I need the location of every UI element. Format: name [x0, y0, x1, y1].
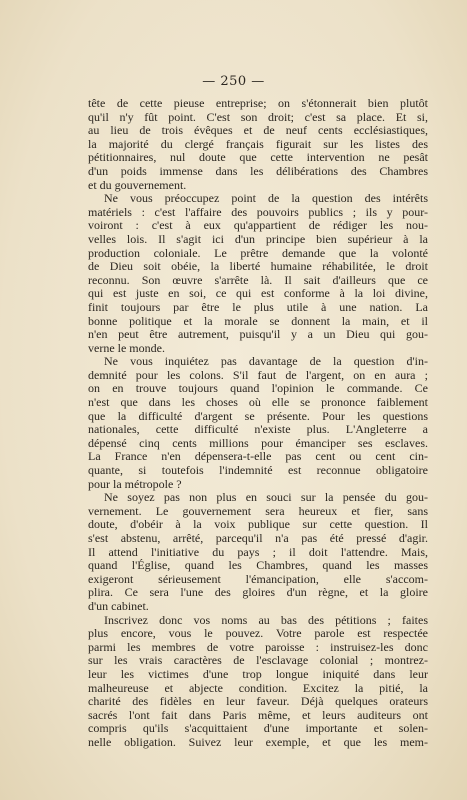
text-line: Il attend l'initiative du pays ; il doit l'attendre. Mais, — [88, 544, 428, 559]
text-line: nelle obligation. Suivez leur exemple, et que les mem- — [88, 734, 428, 749]
body-text — [88, 97, 428, 750]
text-line: de Dieu soit obéie, la liberté humaine réhabilitée, le droit — [88, 259, 428, 274]
text-line: exigeront sérieusement l'émancipation, elle s'accom- — [88, 571, 428, 586]
text-line: bonne politique et la morale se donnent la main, et il — [88, 313, 428, 328]
text-line: on en trouve toujours quand l'opinion le commande. Ce — [88, 381, 428, 396]
text-line: n'en peut être autrement, puisqu'il y a un Dieu qui gou- — [88, 327, 428, 342]
text-line: sacrés l'ont fait dans Paris même, et leurs auditeurs ont — [88, 707, 428, 722]
text-line: charité des fidèles en leur faveur. Déjà quelques orateurs — [88, 694, 428, 709]
text-line: tête de cette pieuse entreprise; on s'étonnerait bien plutôt — [88, 96, 428, 110]
page-number: — 250 — — [202, 74, 265, 89]
text-line: velles lois. Il s'agit ici d'un principe bien supérieur à la — [88, 231, 428, 246]
text-line: sur les vrais caractères de l'esclavage colonial ; montrez- — [88, 653, 428, 668]
text-line: s'est abstenu, arrêté, parcequ'il n'a pas été pressé d'agir. — [88, 531, 428, 545]
text-line: vernement. Le gouvernement sera heureux et fier, sans — [88, 503, 428, 518]
text-line: d'un poids immense dans les délibérations des Chambres — [88, 163, 428, 178]
text-line: quand l'Église, quand les Chambres, quand les masses — [88, 558, 428, 573]
text-line: parmi les membres de votre paroisse : instruisez-les donc — [88, 639, 428, 654]
text-line: qu'il n'y fût point. C'est son droit; c'est sa place. Et si, — [88, 109, 428, 124]
text-line: et du gouvernement. — [88, 177, 187, 192]
text-line: la majorité du clergé français figurait sur les listes des — [88, 136, 428, 151]
text-line: demnité pour les colons. S'il faut de l'argent, on en aura ; — [88, 367, 428, 382]
text-line: d'un cabinet. — [88, 598, 149, 613]
text-line: nationales, cette difficulté n'existe plus. L'Angleterre a — [88, 422, 428, 437]
text-line: doute, d'obéir à la voix publique sur cette question. Il — [88, 517, 428, 532]
text-line: que la difficulté d'argent se présente. Pour les questions — [88, 408, 428, 423]
text-line: plira. Ce sera l'une des gloires d'un règne, et la gloire — [88, 585, 428, 600]
text-line: n'est que dans les choses où elle se prononce faiblement — [88, 395, 428, 410]
text-line: pour la métropole ? — [88, 476, 182, 491]
text-line: dépensé cinq cents millions pour émanciper ses esclaves. — [88, 435, 428, 450]
text-line: pétitionnaires, nul doute que cette intervention ne pesât — [88, 150, 428, 165]
text-line: qui est juste en soi, ce qui est conforme à la loi divine, — [88, 286, 428, 301]
text-line: Inscrivez donc vos noms au bas des pétitions ; faites — [104, 612, 428, 627]
text-line: compris qu'ils s'acquittaient d'une importante et solen- — [88, 721, 428, 736]
text-line: plus encore, vous le pouvez. Votre parole est respectée — [88, 626, 428, 641]
text-line: verne le monde. — [88, 340, 165, 355]
text-line: Ne vous inquiétez pas davantage de la question d'in- — [104, 354, 428, 369]
text-line: au lieu de trois évêques et de neuf cents ecclésiastiques, — [88, 123, 428, 138]
text-line: malheureuse et abjecte condition. Excitez la pitié, la — [88, 680, 428, 695]
text-line: La France n'en dépensera-t-elle pas cent ou cent cin- — [88, 449, 428, 464]
text-line: voiront : c'est à eux qu'appartient de rédiger les nou- — [88, 218, 428, 233]
text-line: Ne vous préoccupez point de la question des intérêts — [104, 191, 428, 206]
text-line: finit toujours par être le plus utile à une nation. La — [88, 299, 428, 314]
text-line: leur les victimes d'une trop longue iniquité dans leur — [88, 666, 428, 681]
text-line: reconnu. Son œuvre s'arrête là. Il sait d'ailleurs que ce — [88, 272, 428, 287]
text-line: production coloniale. Le prêtre demande que la volonté — [88, 245, 428, 260]
text-line: matériels : c'est l'affaire des pouvoirs publics ; ils y pour- — [88, 204, 428, 219]
text-line: Ne soyez pas non plus en souci sur la pensée du gou- — [104, 490, 428, 505]
text-line: quante, si toutefois l'indemnité est reconnue obligatoire — [88, 463, 428, 478]
